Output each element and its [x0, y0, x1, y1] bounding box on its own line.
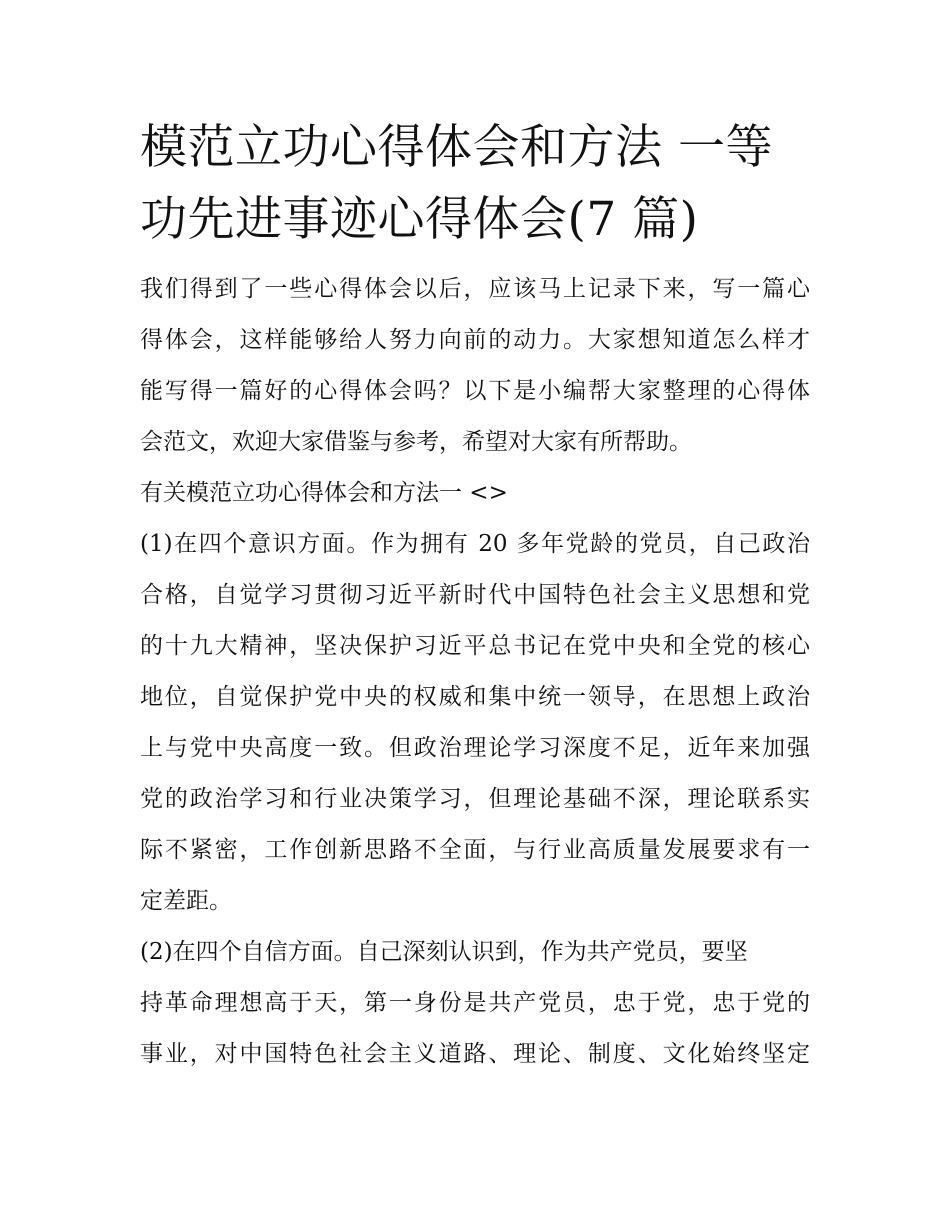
section-heading-text: 有关模范立功心得体会和方法一 <>	[140, 480, 508, 506]
intro-line-3: 能写得一篇好的心得体会吗？以下是小编帮大家整理的心得体	[140, 378, 810, 404]
item-2-paragraph	[140, 927, 810, 1080]
title-line-2: 功先进事迹心得体会(7 篇)	[140, 192, 699, 247]
item-1-line-6: 党的政治学习和行业决策学习，但理论基础不深，理论联系实	[140, 786, 810, 812]
item-1-line-3: 的十九大精神，坚决保护习近平总书记在党中央和全党的核心	[140, 633, 810, 659]
title-line-1: 模范立功心得体会和方法 一等	[140, 120, 773, 175]
item-1-paragraph	[140, 519, 810, 927]
item-1-line-2: 合格，自觉学习贯彻习近平新时代中国特色社会主义思想和党	[140, 582, 810, 608]
intro-paragraph	[140, 264, 810, 468]
item-2-line-2: 持革命理想高于天，第一身份是共产党员，忠于党，忠于党的	[140, 990, 810, 1016]
intro-line-4: 会范文，欢迎大家借鉴与参考，希望对大家有所帮助。	[140, 429, 692, 455]
item-2-line-1: (2)在四个自信方面。自己深刻认识到，作为共产党员，要坚	[140, 939, 748, 965]
item-1-line-5: 上与党中央高度一致。但政治理论学习深度不足，近年来加强	[140, 735, 810, 761]
item-1-line-4: 地位，自觉保护党中央的权威和集中统一领导，在思想上政治	[140, 684, 810, 710]
item-1-line-7: 际不紧密，工作创新思路不全面，与行业高质量发展要求有一	[140, 837, 810, 863]
intro-line-2: 得体会，这样能够给人努力向前的动力。大家想知道怎么样才	[140, 327, 810, 353]
section-heading	[140, 468, 810, 519]
item-1-line-1: (1)在四个意识方面。作为拥有 20 多年党龄的党员，自己政治	[140, 531, 810, 557]
intro-line-1: 我们得到了一些心得体会以后，应该马上记录下来，写一篇心	[140, 276, 810, 302]
document-page	[140, 112, 810, 1080]
document-title	[140, 112, 810, 256]
item-1-line-8: 定差距。	[140, 888, 232, 914]
item-2-line-3: 事业，对中国特色社会主义道路、理论、制度、文化始终坚定	[140, 1041, 810, 1067]
